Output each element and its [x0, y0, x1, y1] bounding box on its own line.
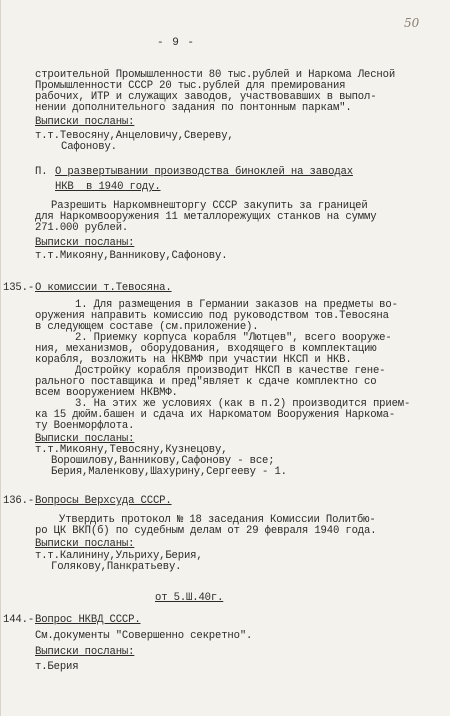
item-136-body-line-2: ро ЦК ВКП(б) по судебным делам от 29 февраля 1940 года.	[35, 525, 377, 537]
item-p-copies-label: Выписки посланы:	[35, 237, 135, 249]
item-135-body-line-1: 1. Для размещения в Германии заказов на предметы во-	[75, 299, 398, 311]
intro-line-4: нении дополнительного задания по понтонным паркам".	[35, 102, 352, 114]
item-135-body-line-9: всем вооружением НКВМФ.	[35, 387, 178, 399]
item-135-copies-line-1: т.т.Микояну,Тевосяну,Кузнецову,	[35, 444, 228, 456]
item-135-body-line-3: в следующем составе (см.приложение).	[35, 321, 259, 333]
item-p-copies-line-1: т.т.Микояну,Ванникову,Сафонову.	[35, 250, 228, 262]
item-135-body-line-4: 2. Приемку корпуса корабля "Лютцев", всего вооруже-	[75, 332, 392, 344]
item-135-marker: 135.-	[3, 282, 35, 294]
item-p-body-line-3: 271.000 рублей.	[35, 222, 129, 234]
item-p-body-line-1: Разрешить Наркомвнешторгу СССР закупить за границей	[51, 200, 368, 212]
item-144-copies-line-1: т.Берия	[35, 661, 79, 673]
item-136-copies-line-2: Голякову,Панкратьеву.	[51, 561, 182, 573]
item-135-body-line-6: корабля, возложить на НКВМФ при участии НКСП и НКВ.	[35, 354, 352, 366]
intro-line-3: рабочих, ИТР и служащих заводов, участвовавших в выпол-	[35, 91, 377, 103]
page-number: - 9 -	[157, 37, 196, 49]
intro-line-1: строительной Промышленности 80 тыс.рублей и Наркома Лесной	[35, 69, 396, 81]
item-144-title: Вопрос НКВД СССР.	[35, 614, 141, 626]
intro-line-2: Промышленности СССР 20 тыс.рублей для премирования	[35, 80, 346, 92]
item-135-title: О комиссии т.Тевосяна.	[35, 282, 172, 294]
item-135-copies-line-3: Берия,Маленкову,Шахурину,Сергееву - 1.	[51, 466, 287, 478]
item-135-copies-line-2: Ворошилову,Ванникову,Сафонову - все;	[51, 455, 275, 467]
item-135-body-line-7: Достройку корабля производит НКСП в качестве гене-	[75, 365, 386, 377]
item-136-title: Вопросы Верхсуда СССР.	[35, 495, 172, 507]
handwritten-page-number: 50	[404, 16, 420, 30]
item-p-body-line-2: для Наркомвооружения 11 металлорежущих станков на сумму	[35, 211, 377, 223]
item-136-copies-label: Выписки посланы:	[35, 538, 135, 550]
item-135-body-line-2: оружения направить комиссию под руководством тов.Тевосяна	[35, 310, 389, 322]
item-136-copies-line-1: т.т.Калинину,Ульриху,Берия,	[35, 550, 203, 562]
item-135-body-line-5: ния, механизмов, оборудования, входящего в комплектацию	[35, 343, 377, 355]
item-p-marker: П.	[35, 166, 48, 178]
date-heading: от 5.Ш.40г.	[155, 592, 224, 604]
intro-copies-line-1: т.т.Тевосяну,Анцеловичу,Свереву,	[35, 130, 234, 142]
item-135-body-line-8: рального поставщика и пред"являет к сдаче комплектно со	[35, 376, 377, 388]
item-144-copies-label: Выписки посланы:	[35, 646, 135, 658]
item-p-title-line-2: НКВ в 1940 году.	[55, 181, 161, 193]
item-144-body-line-1: См.документы "Совершенно секретно".	[35, 630, 253, 642]
item-135-body-line-11: ка 15 дюйм.башен и сдача их Наркоматом Вооружения Наркома-	[35, 409, 396, 421]
item-136-body-line-1: Утвердить протокол № 18 заседания Комиссии Политбю-	[59, 514, 376, 526]
intro-copies-label: Выписки посланы:	[35, 116, 135, 128]
item-135-body-line-12: ту Военморфлота.	[35, 420, 135, 432]
item-144-marker: 144.-	[3, 614, 35, 626]
item-135-body-line-10: 3. На этих же условиях (как в п.2) производится прием-	[75, 398, 411, 410]
item-136-marker: 136.-	[3, 495, 35, 507]
intro-copies-line-2: Сафонову.	[61, 141, 117, 153]
item-135-copies-label: Выписки посланы:	[35, 433, 135, 445]
item-p-title-line-1: О развертывании производства биноклей на заводах	[55, 166, 353, 178]
